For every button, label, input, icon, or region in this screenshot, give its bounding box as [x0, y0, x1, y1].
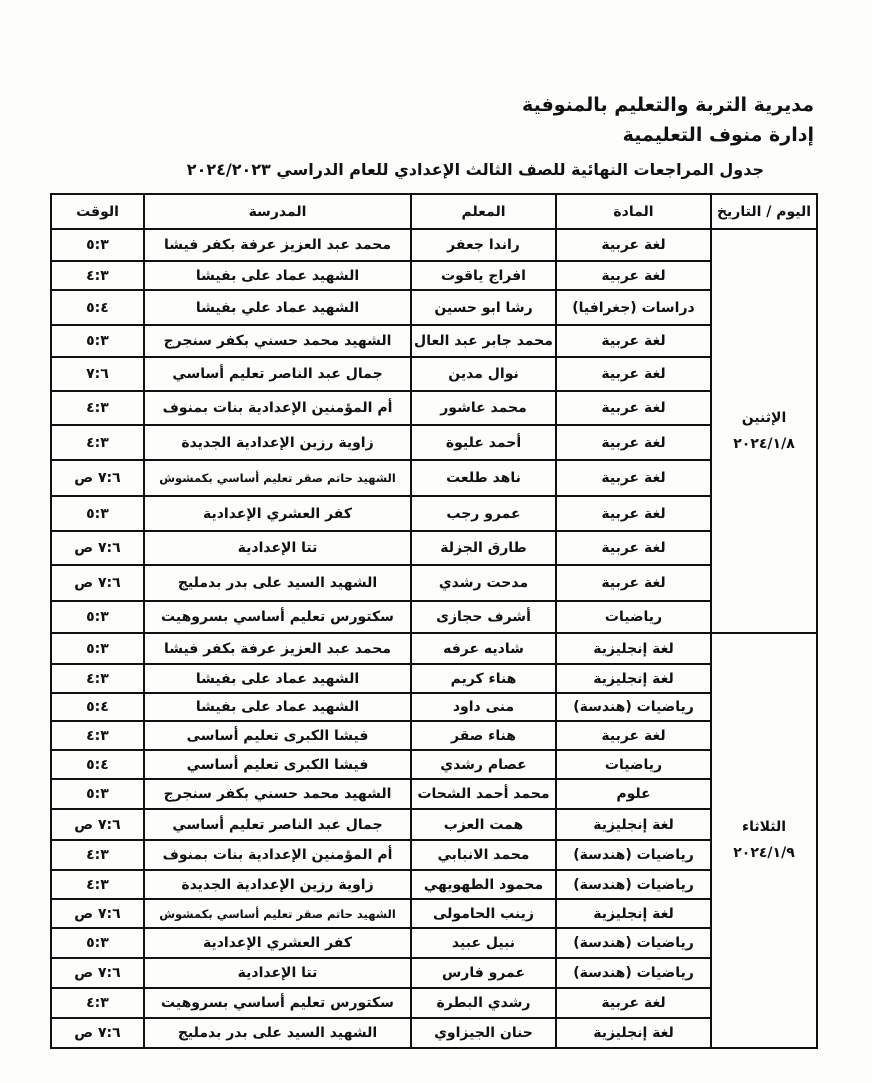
table-row — [51, 870, 817, 899]
time-cell: ٧:٦ ص — [51, 565, 144, 601]
school-cell: جمال عبد الناصر تعليم أساسي — [144, 357, 411, 391]
school-cell: فيشا الكبرى تعليم أساسى — [144, 721, 411, 750]
teacher-cell: نوال مدين — [411, 357, 556, 391]
column-header-subject: المادة — [556, 194, 711, 229]
time-cell: ٤:٣ — [51, 870, 144, 899]
day-date-cell — [711, 633, 817, 1048]
subject-cell: لغة عربية — [556, 229, 711, 261]
school-cell: أم المؤمنين الإعدادية بنات بمنوف — [144, 840, 411, 870]
school-cell: كفر العشري الإعدادية — [144, 496, 411, 531]
school-cell: الشهيد عماد على بفيشا — [144, 693, 411, 721]
table-row — [51, 693, 817, 721]
time-cell: ٥:٣ — [51, 601, 144, 633]
day-name: الثلاثاء — [741, 819, 787, 835]
time-cell: ٥:٤ — [51, 290, 144, 325]
teacher-cell: عمرو فارس — [411, 958, 556, 988]
teacher-cell: افراج ياقوت — [411, 261, 556, 290]
column-header-time: الوقت — [51, 194, 144, 229]
school-cell: الشهيد حاتم صقر تعليم أساسي بكمشوش — [144, 460, 411, 496]
school-cell: تتا الإعدادية — [144, 958, 411, 988]
subject-cell: لغة عربية — [556, 531, 711, 565]
table-row — [51, 565, 817, 601]
teacher-cell: ناهد طلعت — [411, 460, 556, 496]
teacher-cell: نبيل عبيد — [411, 928, 556, 958]
subject-cell: رياضيات (هندسة) — [556, 840, 711, 870]
time-cell: ٤:٣ — [51, 840, 144, 870]
teacher-cell: مدحت رشدي — [411, 565, 556, 601]
time-cell: ٤:٣ — [51, 261, 144, 290]
table-row — [51, 290, 817, 325]
school-cell: الشهيد عماد على بفيشا — [144, 664, 411, 693]
table-header-row — [51, 194, 817, 229]
time-cell: ٤:٣ — [51, 425, 144, 460]
table-row — [51, 633, 817, 664]
subject-cell: رياضيات — [556, 601, 711, 633]
table-row — [51, 840, 817, 870]
school-cell: الشهيد محمد حسني بكفر سنجرج — [144, 325, 411, 357]
table-row — [51, 531, 817, 565]
column-header-school: المدرسة — [144, 194, 411, 229]
school-cell: زاوية رزين الإعدادية الجديدة — [144, 425, 411, 460]
time-cell: ٥:٣ — [51, 928, 144, 958]
time-cell: ٧:٦ — [51, 357, 144, 391]
subject-cell: لغة إنجليزية — [556, 664, 711, 693]
time-cell: ٤:٣ — [51, 721, 144, 750]
time-cell: ٤:٣ — [51, 664, 144, 693]
subject-cell: لغة عربية — [556, 460, 711, 496]
table-row — [51, 496, 817, 531]
table-row — [51, 391, 817, 425]
time-cell: ٧:٦ ص — [51, 531, 144, 565]
subject-cell: لغة عربية — [556, 425, 711, 460]
table-row — [51, 601, 817, 633]
teacher-cell: محمود الطهويهي — [411, 870, 556, 899]
teacher-cell: زينب الحامولى — [411, 899, 556, 928]
subject-cell: لغة عربية — [556, 721, 711, 750]
school-cell: سكتورس تعليم أساسي بسروهيت — [144, 988, 411, 1018]
day-name: الإثنين — [741, 410, 787, 426]
subject-cell: رياضيات (هندسة) — [556, 693, 711, 721]
subject-cell: لغة إنجليزية — [556, 899, 711, 928]
date: ٢٠٢٤/١/٩ — [733, 845, 795, 861]
school-cell: كفر العشري الإعدادية — [144, 928, 411, 958]
school-cell: محمد عبد العزيز عرفة بكفر فيشا — [144, 633, 411, 664]
teacher-cell: حنان الجيزاوي — [411, 1018, 556, 1048]
administration-title: إدارة منوف التعليمية — [622, 124, 814, 146]
teacher-cell: طارق الجزلة — [411, 531, 556, 565]
school-cell: محمد عبد العزيز عرفة بكفر فيشا — [144, 229, 411, 261]
time-cell: ٥:٣ — [51, 633, 144, 664]
table-row — [51, 325, 817, 357]
teacher-cell: أشرف حجازى — [411, 601, 556, 633]
table-row — [51, 779, 817, 809]
subject-cell: رياضيات (هندسة) — [556, 928, 711, 958]
subject-cell: رياضيات — [556, 750, 711, 779]
time-cell: ٤:٣ — [51, 988, 144, 1018]
table-row — [51, 261, 817, 290]
subject-cell: علوم — [556, 779, 711, 809]
subject-cell: لغة عربية — [556, 325, 711, 357]
subject-cell: لغة عربية — [556, 565, 711, 601]
table-row — [51, 928, 817, 958]
teacher-cell: عمرو رجب — [411, 496, 556, 531]
schedule-title: جدول المراجعات النهائية للصف الثالث الإعدادي للعام الدراسي ٢٠٢٤/٢٠٢٣ — [186, 160, 764, 179]
teacher-cell: رشا ابو حسين — [411, 290, 556, 325]
table-row — [51, 425, 817, 460]
teacher-cell: همت العزب — [411, 809, 556, 840]
school-cell: الشهيد محمد حسني بكفر سنجرج — [144, 779, 411, 809]
time-cell: ٥:٤ — [51, 693, 144, 721]
day-date-cell — [711, 229, 817, 633]
time-cell: ٧:٦ ص — [51, 958, 144, 988]
time-cell: ٥:٤ — [51, 750, 144, 779]
table-row — [51, 229, 817, 261]
teacher-cell: رشدي البطرة — [411, 988, 556, 1018]
column-header-day-date: اليوم / التاريخ — [711, 194, 817, 229]
table-row — [51, 809, 817, 840]
subject-cell: لغة عربية — [556, 496, 711, 531]
table-body — [51, 229, 817, 1048]
school-cell: فيشا الكبرى تعليم أساسي — [144, 750, 411, 779]
table-row — [51, 357, 817, 391]
table-row — [51, 721, 817, 750]
subject-cell: لغة إنجليزية — [556, 633, 711, 664]
subject-cell: رياضيات (هندسة) — [556, 958, 711, 988]
subject-cell: لغة عربية — [556, 357, 711, 391]
table-row — [51, 1018, 817, 1048]
time-cell: ٧:٦ ص — [51, 460, 144, 496]
time-cell: ٧:٦ ص — [51, 809, 144, 840]
school-cell: الشهيد عماد على بفيشا — [144, 261, 411, 290]
date: ٢٠٢٤/١/٨ — [733, 436, 795, 452]
table-row — [51, 750, 817, 779]
school-cell: الشهيد حاتم صقر تعليم أساسي بكمشوش — [144, 899, 411, 928]
school-cell: الشهيد عماد علي بفيشا — [144, 290, 411, 325]
table-row — [51, 664, 817, 693]
subject-cell: لغة عربية — [556, 988, 711, 1018]
subject-cell: لغة إنجليزية — [556, 809, 711, 840]
subject-cell: لغة عربية — [556, 391, 711, 425]
time-cell: ٥:٣ — [51, 779, 144, 809]
time-cell: ٥:٣ — [51, 229, 144, 261]
subject-cell: لغة إنجليزية — [556, 1018, 711, 1048]
subject-cell: دراسات (جغرافيا) — [556, 290, 711, 325]
table-row — [51, 988, 817, 1018]
teacher-cell: شاديه عرفه — [411, 633, 556, 664]
teacher-cell: هناء كريم — [411, 664, 556, 693]
subject-cell: لغة عربية — [556, 261, 711, 290]
time-cell: ٥:٣ — [51, 325, 144, 357]
teacher-cell: راندا جعفر — [411, 229, 556, 261]
time-cell: ٥:٣ — [51, 496, 144, 531]
directorate-title: مديرية التربة والتعليم بالمنوفية — [522, 94, 814, 116]
column-header-teacher: المعلم — [411, 194, 556, 229]
teacher-cell: محمد عاشور — [411, 391, 556, 425]
teacher-cell: محمد جابر عبد العال — [411, 325, 556, 357]
school-cell: جمال عبد الناصر تعليم أساسي — [144, 809, 411, 840]
time-cell: ٤:٣ — [51, 391, 144, 425]
table-row — [51, 899, 817, 928]
school-cell: زاوية رزين الإعدادية الجديدة — [144, 870, 411, 899]
school-cell: تتا الإعدادية — [144, 531, 411, 565]
review-schedule-table — [50, 193, 818, 1049]
time-cell: ٧:٦ ص — [51, 1018, 144, 1048]
table-row — [51, 460, 817, 496]
teacher-cell: محمد الانبابي — [411, 840, 556, 870]
subject-cell: رياضيات (هندسة) — [556, 870, 711, 899]
teacher-cell: محمد أحمد الشحات — [411, 779, 556, 809]
teacher-cell: هناء صقر — [411, 721, 556, 750]
teacher-cell: منى داود — [411, 693, 556, 721]
school-cell: أم المؤمنين الإعدادية بنات بمنوف — [144, 391, 411, 425]
school-cell: الشهيد السيد على بدر بدمليج — [144, 565, 411, 601]
teacher-cell: عصام رشدي — [411, 750, 556, 779]
table-row — [51, 958, 817, 988]
school-cell: سكتورس تعليم أساسي بسروهيت — [144, 601, 411, 633]
school-cell: الشهيد السيد على بدر بدمليج — [144, 1018, 411, 1048]
time-cell: ٧:٦ ص — [51, 899, 144, 928]
teacher-cell: أحمد عليوة — [411, 425, 556, 460]
